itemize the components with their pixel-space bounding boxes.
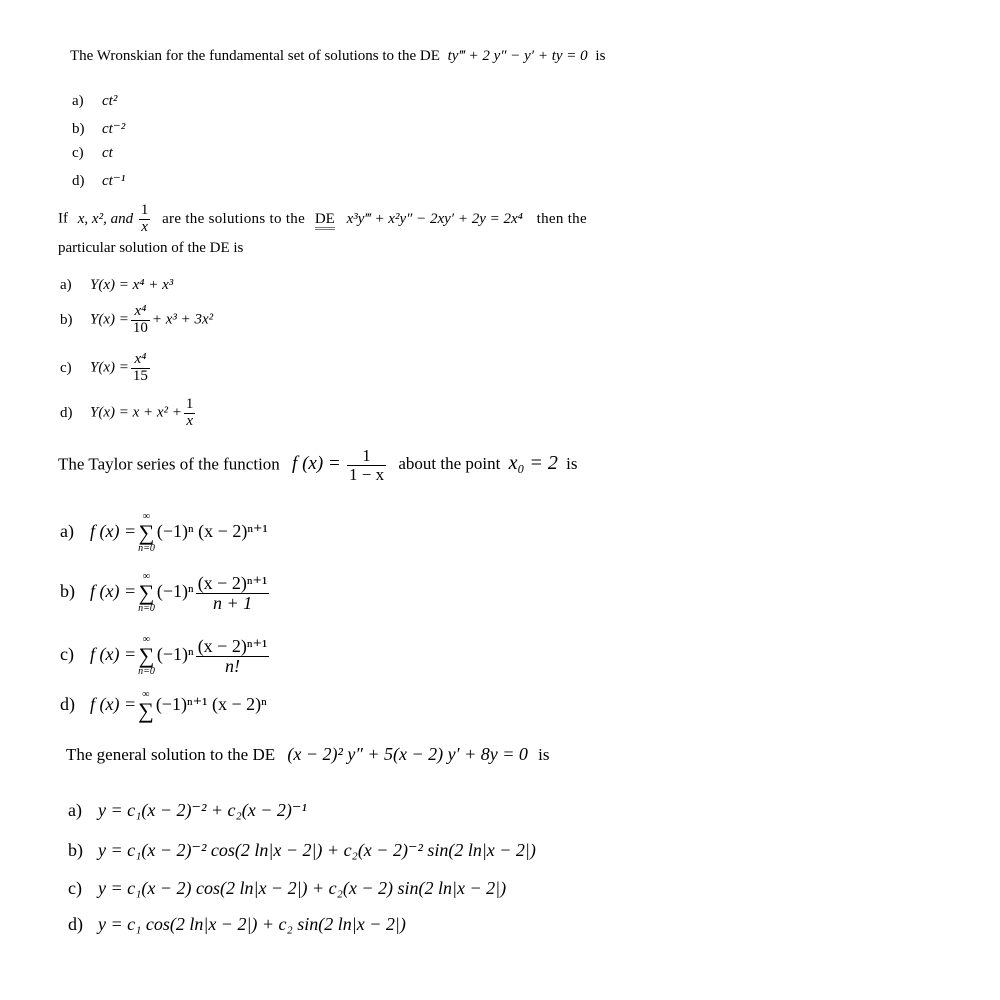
sigma-icon: ∑: [138, 698, 154, 723]
fraction-denominator: x: [186, 412, 193, 429]
option-label: b): [72, 121, 85, 137]
stem-end: is: [538, 745, 550, 764]
fraction-numerator: 1: [185, 396, 194, 412]
option-pre: f (x) =: [90, 694, 137, 715]
option-body: (−1)ⁿ: [156, 644, 194, 665]
option-text: y = c₁(x − 2)⁻² + c₂(x − 2)⁻¹: [98, 800, 307, 820]
stem-text: The Taylor series of the function: [58, 454, 280, 474]
q3-option-b[interactable]: [60, 572, 271, 614]
fraction-numerator: (x − 2)ⁿ⁺¹: [197, 572, 268, 593]
fraction: [131, 352, 150, 385]
option-label: d): [60, 694, 75, 715]
stem-mid: are the solutions to the: [162, 210, 306, 227]
fraction-numerator: x⁴: [131, 304, 150, 321]
equation: x³y‴ + x²y″ − 2xy′ + 2y = 2x⁴: [346, 210, 523, 227]
sigma-icon: ∑: [138, 580, 155, 605]
fraction: [196, 574, 270, 613]
fraction: [196, 637, 270, 676]
sum-top: ∞: [142, 689, 150, 700]
option-label: b): [68, 840, 83, 860]
option-label: d): [68, 914, 83, 934]
de-word: DE: [315, 211, 335, 230]
option-body: (−1)ⁿ: [156, 581, 194, 602]
option-text: y = c₁(x − 2) cos(2 ln|x − 2|) + c₂(x − 2) sin(2 ln|x − 2|): [98, 878, 507, 898]
option-label: b): [60, 311, 73, 328]
question-1-stem: [70, 48, 605, 65]
option-pre: f (x) =: [90, 644, 137, 665]
fraction-denominator: n + 1: [212, 592, 253, 613]
fraction: [139, 203, 151, 236]
sum-bottom: n=0: [138, 603, 155, 614]
q4-option-a[interactable]: [68, 800, 307, 821]
q2-option-b[interactable]: [60, 304, 213, 337]
fraction: [347, 447, 386, 484]
sum-bottom: n=0: [138, 543, 155, 554]
option-label: d): [72, 173, 85, 189]
option-label: a): [68, 800, 82, 820]
option-pre: f (x) =: [90, 521, 137, 542]
option-label: a): [72, 93, 84, 109]
q1-option-a[interactable]: [72, 93, 117, 110]
stem-mid: about the point: [398, 454, 501, 474]
fraction-denominator: x: [141, 218, 148, 235]
option-pre: Y(x) =: [90, 311, 129, 328]
sum-top: ∞: [142, 634, 151, 645]
option-text: ct⁻²: [102, 121, 126, 137]
option-label: c): [60, 359, 72, 376]
sum-top: ∞: [142, 571, 151, 582]
equation: ty‴ + 2 y″ − y′ + ty = 0: [447, 48, 588, 64]
option-label: a): [60, 277, 72, 293]
sigma-icon: ∑: [138, 643, 155, 668]
question-3-stem: [58, 447, 577, 484]
question-2-stem: [58, 203, 587, 236]
option-text: y = c₁ cos(2 ln|x − 2|) + c₂ sin(2 ln|x − 2|): [98, 914, 406, 934]
option-pre: Y(x) =: [90, 359, 129, 376]
equation: (x − 2)² y″ + 5(x − 2) y′ + 8y = 0: [287, 744, 528, 764]
sum-top: ∞: [142, 511, 151, 522]
fraction-denominator: n!: [225, 655, 241, 676]
option-post: + x³ + 3x²: [151, 311, 214, 328]
option-body: (−1)ⁿ⁺¹ (x − 2)ⁿ: [155, 694, 267, 715]
option-label: a): [60, 521, 74, 542]
q4-option-b[interactable]: [68, 840, 536, 861]
option-label: c): [60, 644, 74, 665]
stem-start: If: [58, 210, 68, 227]
stem-then: then the: [536, 210, 587, 227]
option-text: ct²: [102, 93, 118, 109]
stem-text: The Wronskian for the fundamental set of solutions to the DE: [70, 48, 440, 64]
q1-option-c[interactable]: [72, 145, 113, 162]
stem-end: is: [595, 48, 606, 64]
option-text: ct⁻¹: [102, 173, 126, 189]
option-pre: f (x) =: [90, 581, 137, 602]
q3-option-c[interactable]: [60, 635, 271, 677]
q3-option-d[interactable]: [60, 690, 267, 722]
q1-option-d[interactable]: [72, 171, 125, 190]
fraction-numerator: 1: [347, 447, 386, 466]
fraction-numerator: x⁴: [131, 352, 150, 369]
sigma-icon: ∑: [138, 520, 155, 545]
fraction-denominator: 1 − x: [348, 464, 385, 484]
sum-bottom: n=0: [138, 666, 155, 677]
fraction-denominator: 10: [132, 319, 148, 336]
option-label: d): [60, 404, 73, 421]
fraction-numerator: 1: [140, 202, 149, 218]
option-text: y = c₁(x − 2)⁻² cos(2 ln|x − 2|) + c₂(x − 2)⁻² sin(2 ln|x − 2|): [98, 840, 536, 860]
point: x₀ = 2: [508, 452, 558, 475]
option-body: (−1)ⁿ (x − 2)ⁿ⁺¹: [156, 521, 268, 542]
fraction: [131, 304, 150, 337]
question-2-stem-line2: particular solution of the DE is: [58, 240, 244, 256]
q2-option-a[interactable]: [60, 277, 173, 294]
summation: [138, 512, 155, 554]
solutions: x, x², and: [77, 210, 134, 227]
q4-option-c[interactable]: [68, 878, 506, 899]
q2-option-c[interactable]: [60, 352, 152, 385]
summation: [138, 635, 155, 677]
option-text: ct: [102, 145, 113, 161]
summation: [138, 572, 155, 614]
q4-option-d[interactable]: [68, 914, 406, 935]
option-label: c): [72, 145, 84, 161]
q2-option-d[interactable]: [60, 397, 197, 430]
q1-option-b[interactable]: [72, 119, 125, 138]
q3-option-a[interactable]: [60, 512, 268, 554]
question-4-stem: [66, 744, 549, 765]
option-label: c): [68, 878, 82, 898]
fraction: [184, 397, 196, 430]
option-pre: Y(x) = x + x² +: [90, 404, 182, 421]
stem-end: is: [566, 454, 578, 474]
function: f (x) =: [292, 453, 341, 475]
option-label: b): [60, 581, 75, 602]
stem-text: The general solution to the DE: [66, 745, 276, 764]
option-text: Y(x) = x⁴ + x³: [90, 277, 174, 293]
fraction-denominator: 15: [132, 367, 148, 384]
summation: [138, 690, 154, 722]
fraction-numerator: (x − 2)ⁿ⁺¹: [197, 635, 268, 656]
